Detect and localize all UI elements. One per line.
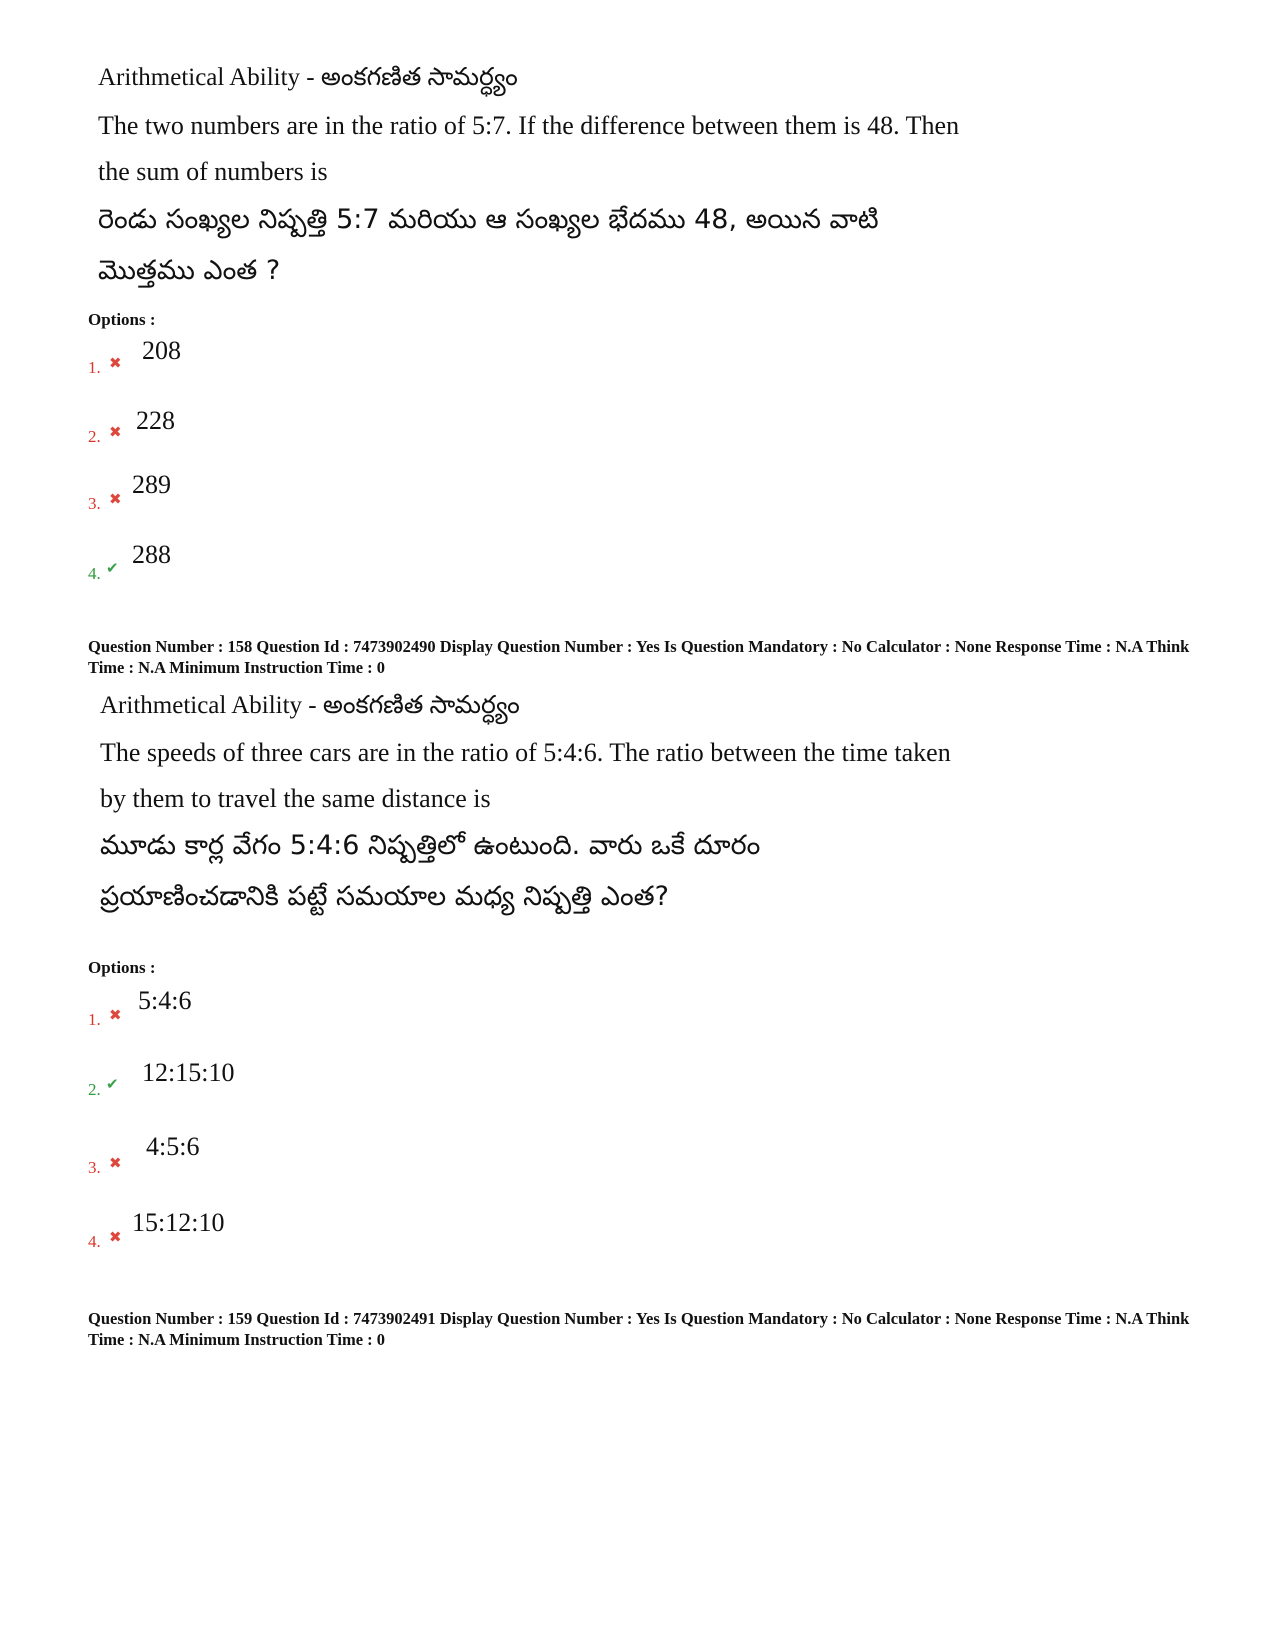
question-text-en-2: the sum of numbers is — [98, 157, 328, 186]
question-text-te-2: మొత్తము ఎంత ? — [98, 255, 281, 286]
option-number: 4. — [88, 1232, 101, 1251]
options-label: Options : — [88, 958, 156, 977]
option-value: 289 — [132, 470, 171, 499]
question-text-te-2: ప్రయాణించడానికి పట్టే సమయాల మధ్య నిష్పత్తి ఎంత? — [100, 881, 669, 912]
correct-check-icon: ✔ — [106, 1075, 119, 1093]
option-value: 228 — [136, 406, 175, 435]
correct-check-icon: ✔ — [106, 559, 119, 577]
wrong-mark-icon: ✖ — [109, 1154, 122, 1172]
option-number: 2. — [88, 427, 101, 446]
option-number: 4. — [88, 564, 101, 583]
option-number: 1. — [88, 358, 101, 377]
option-value: 12:15:10 — [142, 1058, 235, 1087]
question-text-en-2: by them to travel the same distance is — [100, 784, 491, 813]
wrong-mark-icon: ✖ — [109, 1228, 122, 1246]
option-value: 208 — [142, 336, 181, 365]
wrong-mark-icon: ✖ — [109, 1006, 122, 1024]
wrong-mark-icon: ✖ — [109, 423, 122, 441]
question-text-en-1: The two numbers are in the ratio of 5:7. If the difference between them is 48. Then — [98, 111, 960, 140]
question-meta: Question Number : 159 Question Id : 7473902491 Display Question Number : Yes Is Question Mandatory : No Calculator : None Response Time : N.A Think Time : N.A Minimum Instruction Time : 0 — [88, 1309, 1190, 1349]
wrong-mark-icon: ✖ — [109, 490, 122, 508]
option-number: 3. — [88, 494, 101, 513]
wrong-mark-icon: ✖ — [109, 354, 122, 372]
subject-line: Arithmetical Ability - అంకగణిత సామర్ధ్యం — [98, 64, 518, 91]
options-label: Options : — [88, 310, 156, 329]
question-text-te-1: రెండు సంఖ్యల నిష్పత్తి 5:7 మరియు ఆ సంఖ్యల భేదము 48, అయిన వాటి — [98, 204, 879, 235]
option-value: 5:4:6 — [138, 986, 192, 1015]
option-value: 15:12:10 — [132, 1208, 225, 1237]
option-number: 1. — [88, 1010, 101, 1029]
option-number: 2. — [88, 1080, 101, 1099]
question-text-te-1: మూడు కార్ల వేగం 5:4:6 నిష్పత్తిలో ఉంటుంది. వారు ఒకే దూరం — [100, 830, 761, 861]
option-value: 288 — [132, 540, 171, 569]
subject-line: Arithmetical Ability - అంకగణిత సామర్ధ్యం — [100, 692, 520, 719]
option-value: 4:5:6 — [146, 1132, 200, 1161]
option-number: 3. — [88, 1158, 101, 1177]
question-text-en-1: The speeds of three cars are in the ratio of 5:4:6. The ratio between the time taken — [100, 738, 951, 767]
question-meta: Question Number : 158 Question Id : 7473902490 Display Question Number : Yes Is Question Mandatory : No Calculator : None Response Time : N.A Think Time : N.A Minimum Instruction Time : 0 — [88, 637, 1190, 677]
